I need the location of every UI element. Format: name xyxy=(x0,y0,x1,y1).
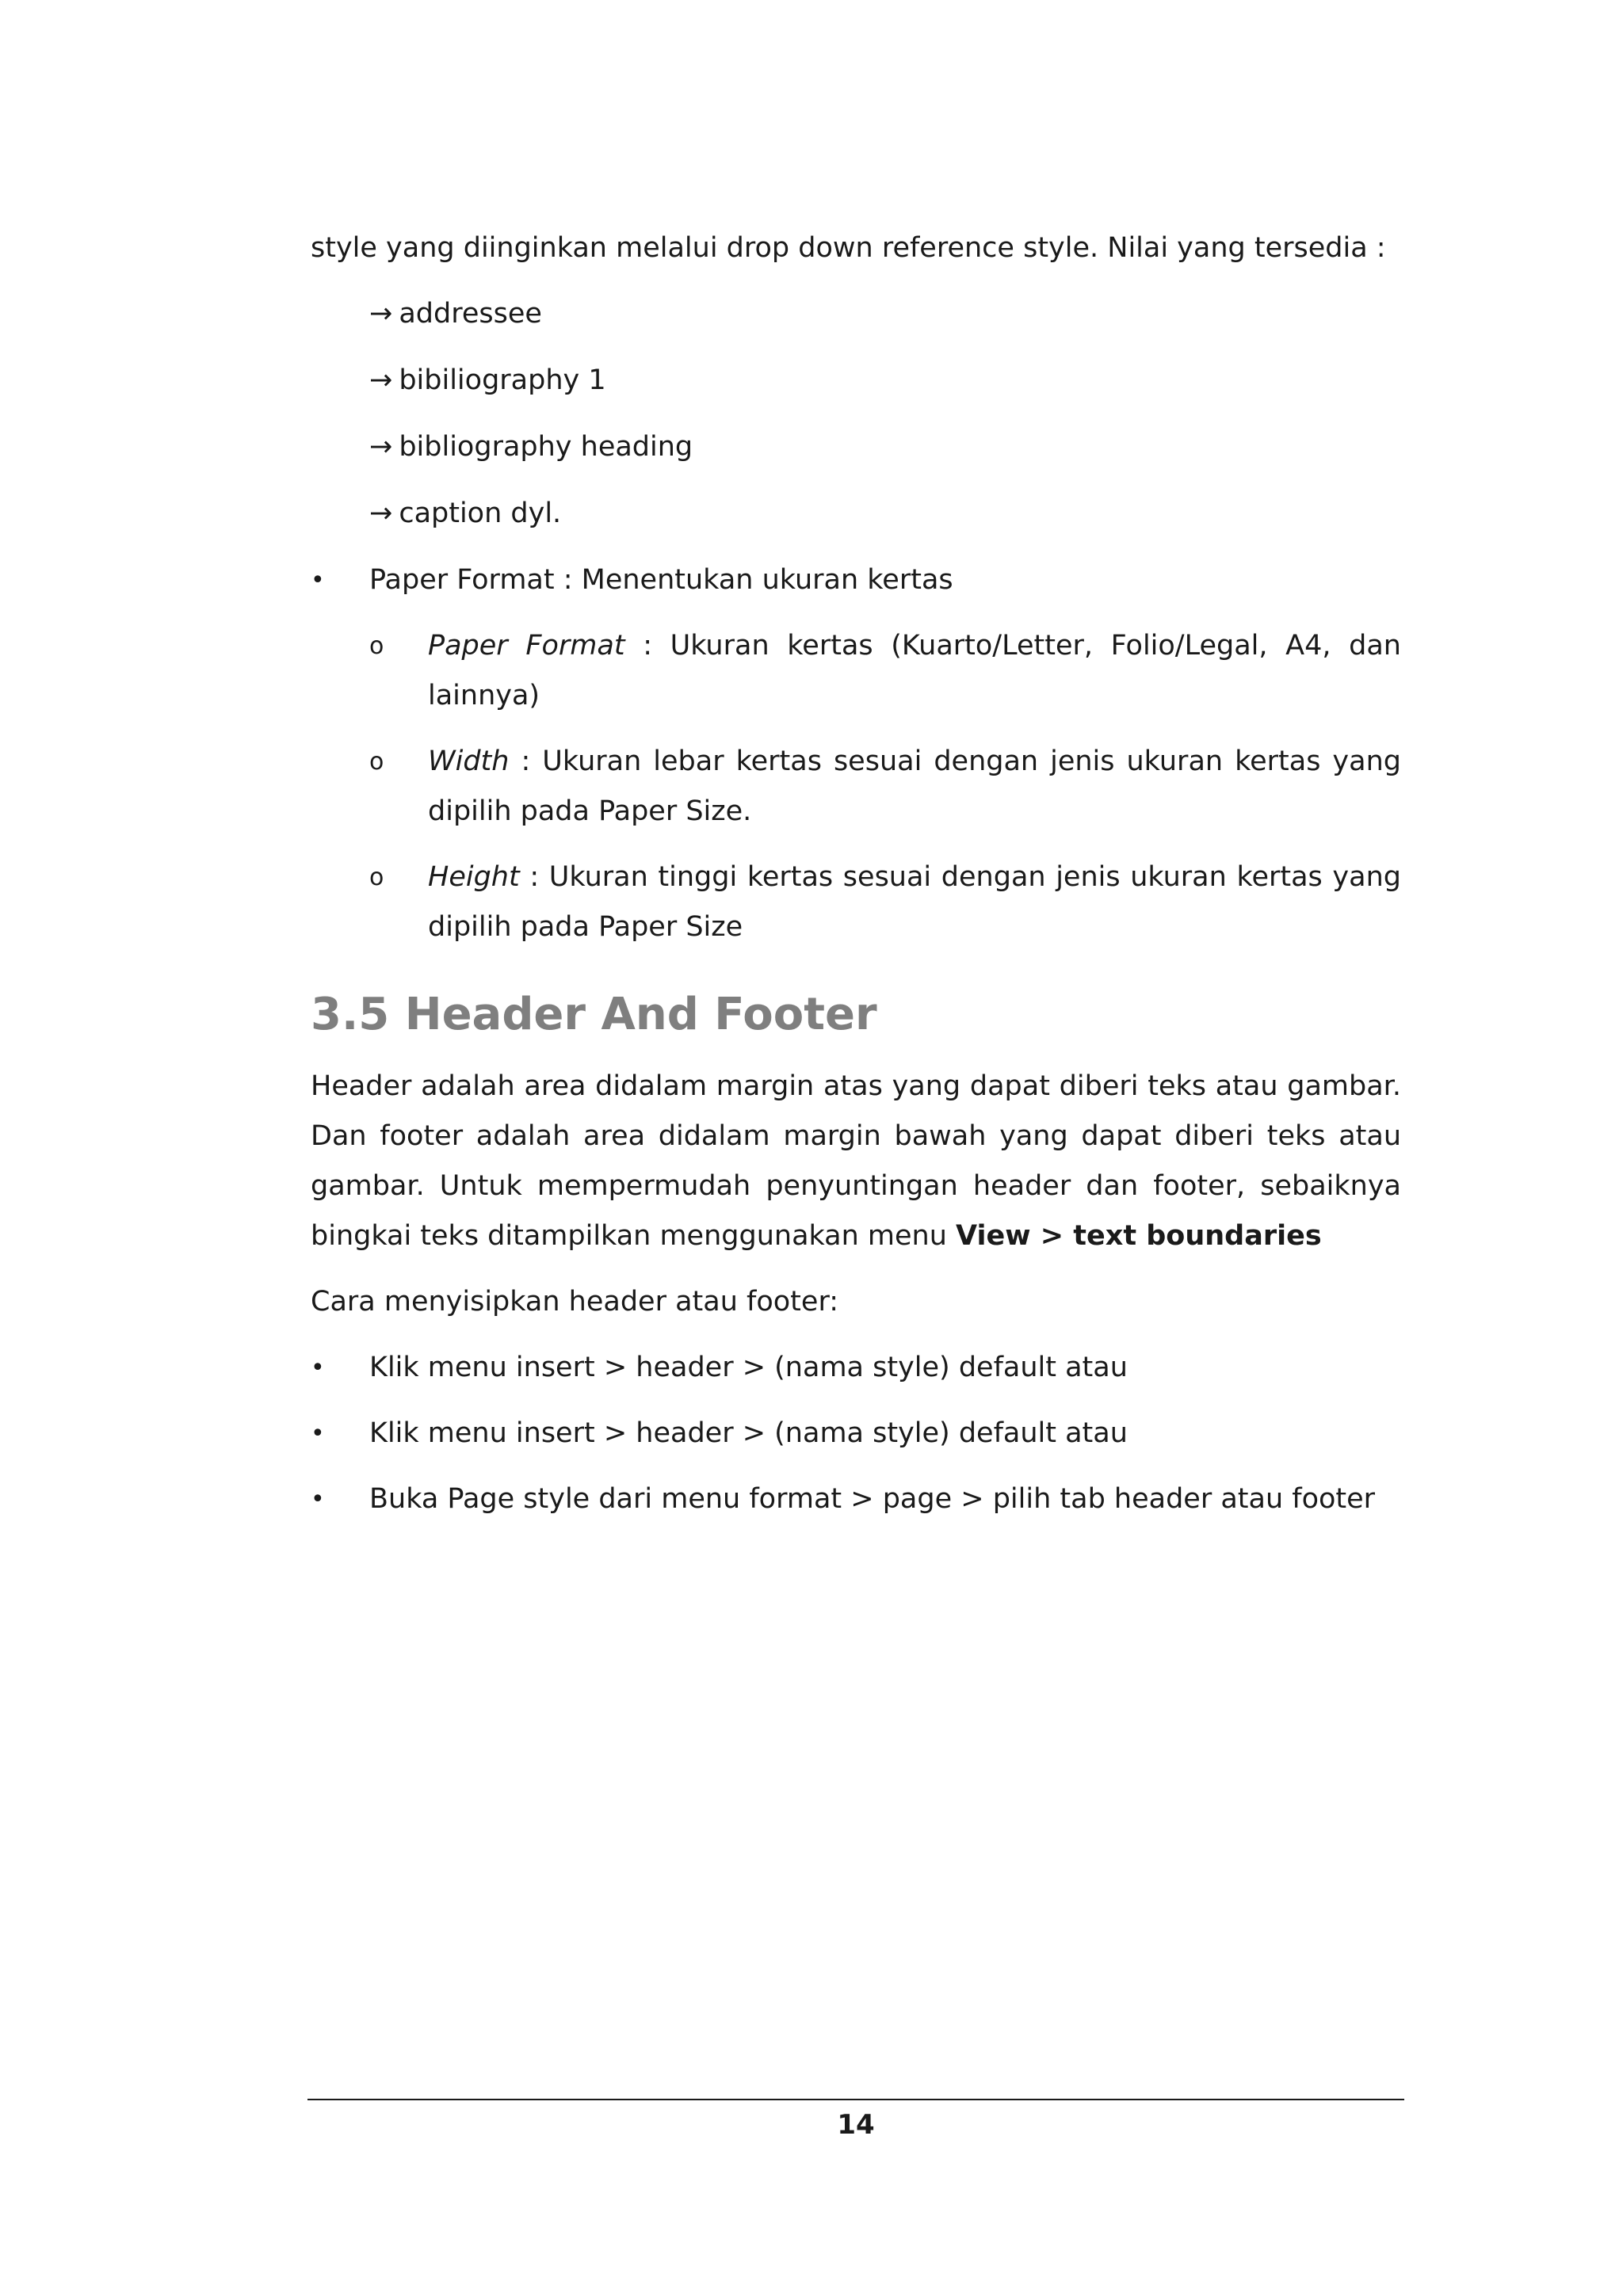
sub-item-term: Paper Format xyxy=(428,630,625,662)
step-text: Klik menu insert > header > (nama style) default atau xyxy=(369,1352,1128,1383)
sub-item-paper-format xyxy=(369,621,1401,721)
arrow-list-item xyxy=(369,356,1401,406)
circle-bullet-icon: o xyxy=(369,632,384,660)
sub-item-description: : Ukuran tinggi kertas sesuai dengan jenis ukuran kertas yang dipilih pada Paper Size xyxy=(428,861,1401,943)
sub-item-text xyxy=(428,737,1401,837)
sub-item-term: Height xyxy=(428,861,520,893)
sub-item-height xyxy=(369,852,1401,952)
intro-paragraph: style yang diinginkan melalui drop down reference style. Nilai yang tersedia : xyxy=(311,232,1386,264)
page-body xyxy=(311,223,1401,1540)
bullet-icon: • xyxy=(311,566,325,594)
section-paragraph-text: Header adalah area didalam margin atas yang dapat diberi teks atau gambar. Dan footer adalah area didalam margin bawah yang dapat diberi teks atau gambar. Untuk mempermudah penyuntingan header dan footer, sebaiknya bingkai teks ditampilkan menggunakan menu xyxy=(311,1070,1401,1252)
arrow-list-item xyxy=(369,289,1401,339)
arrow-right-icon: → xyxy=(369,498,393,529)
arrow-right-icon: → xyxy=(369,431,393,463)
sub-item-text xyxy=(428,852,1401,952)
sub-item-description: : Ukuran kertas (Kuarto/Letter, Folio/Legal, A4, dan lainnya) xyxy=(428,630,1401,711)
circle-bullet-icon: o xyxy=(369,864,384,891)
arrow-right-icon: → xyxy=(369,364,393,396)
arrow-right-icon: → xyxy=(369,298,393,330)
sub-item-term: Width xyxy=(428,746,510,777)
step-item xyxy=(311,1474,1401,1524)
sub-item-width xyxy=(369,737,1401,837)
sub-item-text xyxy=(428,621,1401,721)
step-item xyxy=(311,1343,1401,1393)
step-text: Buka Page style dari menu format > page > pilih tab header atau footer xyxy=(369,1483,1376,1515)
arrow-list-item xyxy=(369,422,1401,472)
footer-divider xyxy=(307,2099,1404,2100)
arrow-list-item xyxy=(369,489,1401,539)
bullet-icon: • xyxy=(311,1486,325,1513)
arrow-item-text: caption dyl. xyxy=(399,498,562,529)
section-paragraph xyxy=(311,1062,1401,1261)
step-item xyxy=(311,1409,1401,1459)
bullet-icon: • xyxy=(311,1354,325,1382)
bullet-text: Paper Format : Menentukan ukuran kertas xyxy=(369,564,953,596)
arrow-item-text: bibliography heading xyxy=(399,431,693,463)
menu-path-text: View > text boundaries xyxy=(956,1220,1322,1252)
section-heading: 3.5 Header And Footer xyxy=(311,989,877,1040)
step-text: Klik menu insert > header > (nama style) default atau xyxy=(369,1417,1128,1449)
sub-item-description: : Ukuran lebar kertas sesuai dengan jenis ukuran kertas yang dipilih pada Paper Size. xyxy=(428,746,1401,827)
arrow-item-text: addressee xyxy=(399,298,542,330)
steps-intro: Cara menyisipkan header atau footer: xyxy=(311,1286,839,1318)
page-number: 14 xyxy=(837,2109,875,2141)
bullet-icon: • xyxy=(311,1420,325,1447)
bullet-item-paper-format xyxy=(311,555,1401,605)
circle-bullet-icon: o xyxy=(369,748,384,776)
arrow-item-text: bibiliography 1 xyxy=(399,364,606,396)
